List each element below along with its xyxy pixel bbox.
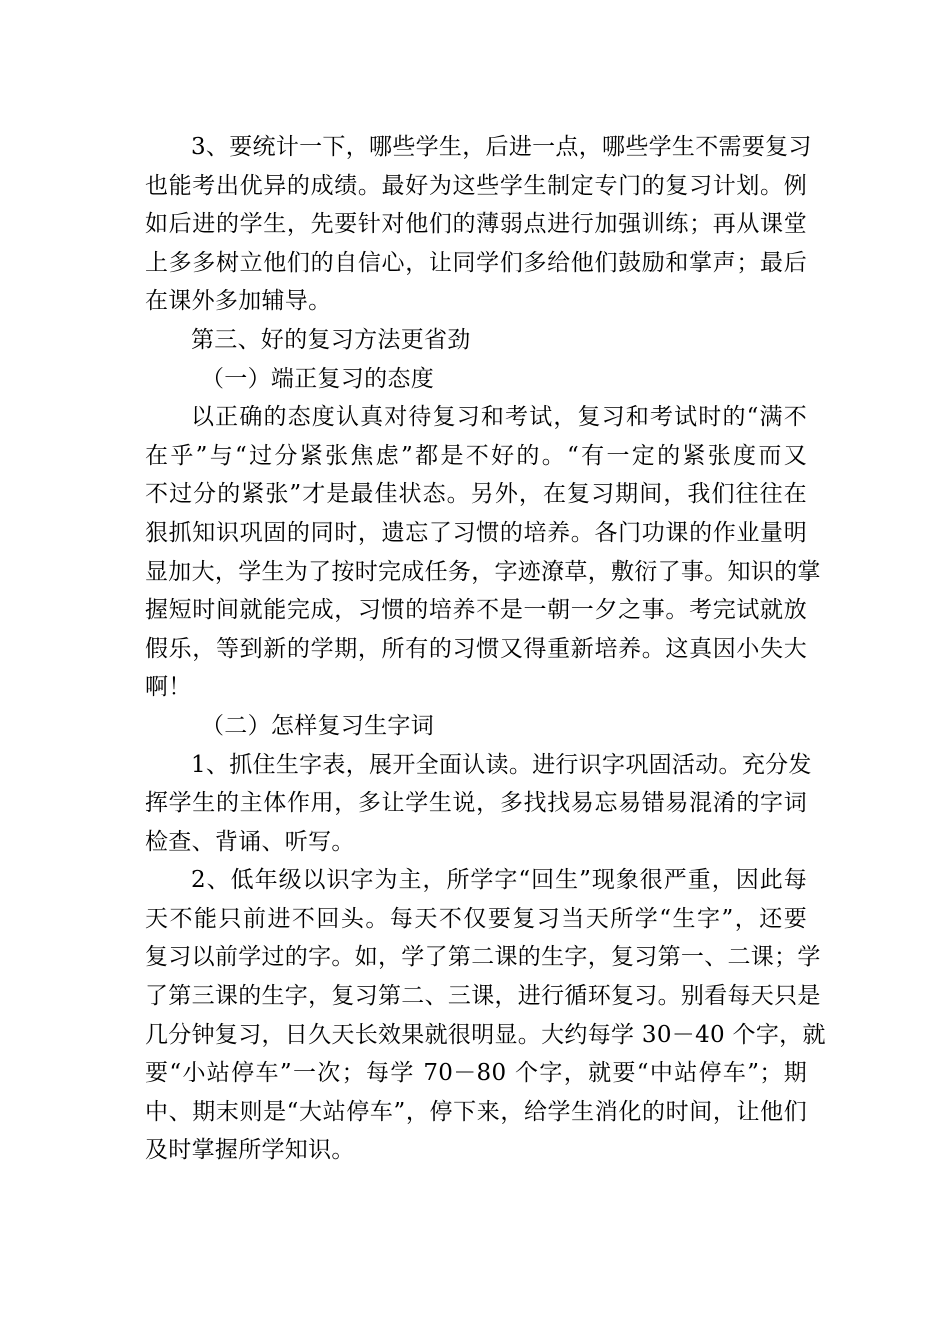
paragraph-line: 狠抓知识巩固的同时，遗忘了习惯的培养。各门功课的作业量明 [145,519,807,546]
section-heading: 第三、好的复习方法更省劲 [191,326,471,353]
paragraph-line: 握短时间就能完成，习惯的培养不是一朝一夕之事。考完试就放 [145,597,807,624]
paragraph-line: 复习以前学过的字。如，学了第二课的生字，复习第一、二课；学 [145,944,821,971]
paragraph-line: 也能考出优异的成绩。最好为这些学生制定专门的复习计划。例 [145,172,807,199]
document-body [145,128,826,1170]
paragraph-line: 要“小站停车”一次；每学 70－80 个字，就要“中站停车”；期 [145,1060,807,1087]
paragraph-line: 了第三课的生字，复习第二、三课，进行循环复习。别看每天只是 [145,983,821,1010]
paragraph-line: 啊！ [145,674,192,701]
paragraph-line: 上多多树立他们的自信心，让同学们多给他们鼓励和掌声；最后 [145,249,807,276]
paragraph-line: 天不能只前进不回头。每天不仅要复习当天所学“生字”，还要 [145,905,807,932]
paragraph-line: 以正确的态度认真对待复习和考试，复习和考试时的“满不 [191,404,807,431]
paragraph-line: 假乐，等到新的学期，所有的习惯又得重新培养。这真因小失大 [145,635,807,662]
paragraph-line: 检查、背诵、听写。 [145,828,355,855]
paragraph-line: 中、期末则是“大站停车”，停下来，给学生消化的时间，让他们 [145,1098,807,1125]
paragraph-line: 几分钟复习，日久天长效果就很明显。大约每学 30－40 个字，就 [145,1021,826,1048]
paragraph-line: 在课外多加辅导。 [145,288,332,315]
paragraph-line: 3、要统计一下，哪些学生，后进一点，哪些学生不需要复习 [191,134,812,160]
paragraph-line: 显加大，学生为了按时完成任务，字迹潦草，敷衍了事。知识的掌 [145,558,821,585]
paragraph-line: 不过分的紧张”才是最佳状态。另外，在复习期间，我们往往在 [145,481,807,508]
paragraph-line: 及时掌握所学知识。 [145,1137,355,1164]
subsection-heading: （二）怎样复习生字词 [201,712,434,739]
paragraph-line: 挥学生的主体作用，多让学生说，多找找易忘易错易混淆的字词 [145,790,807,817]
paragraph-line: 在乎”与“过分紧张焦虑”都是不好的。“有一定的紧张度而又 [145,442,807,469]
paragraph-line: 如后进的学生，先要针对他们的薄弱点进行加强训练；再从课堂 [145,211,807,238]
paragraph-line: 1、抓住生字表，展开全面认读。进行识字巩固活动。充分发 [191,751,812,778]
subsection-heading: （一）端正复习的态度 [201,365,434,392]
paragraph-line: 2、低年级以识字为主，所学字“回生”现象很严重，因此每 [191,867,807,894]
